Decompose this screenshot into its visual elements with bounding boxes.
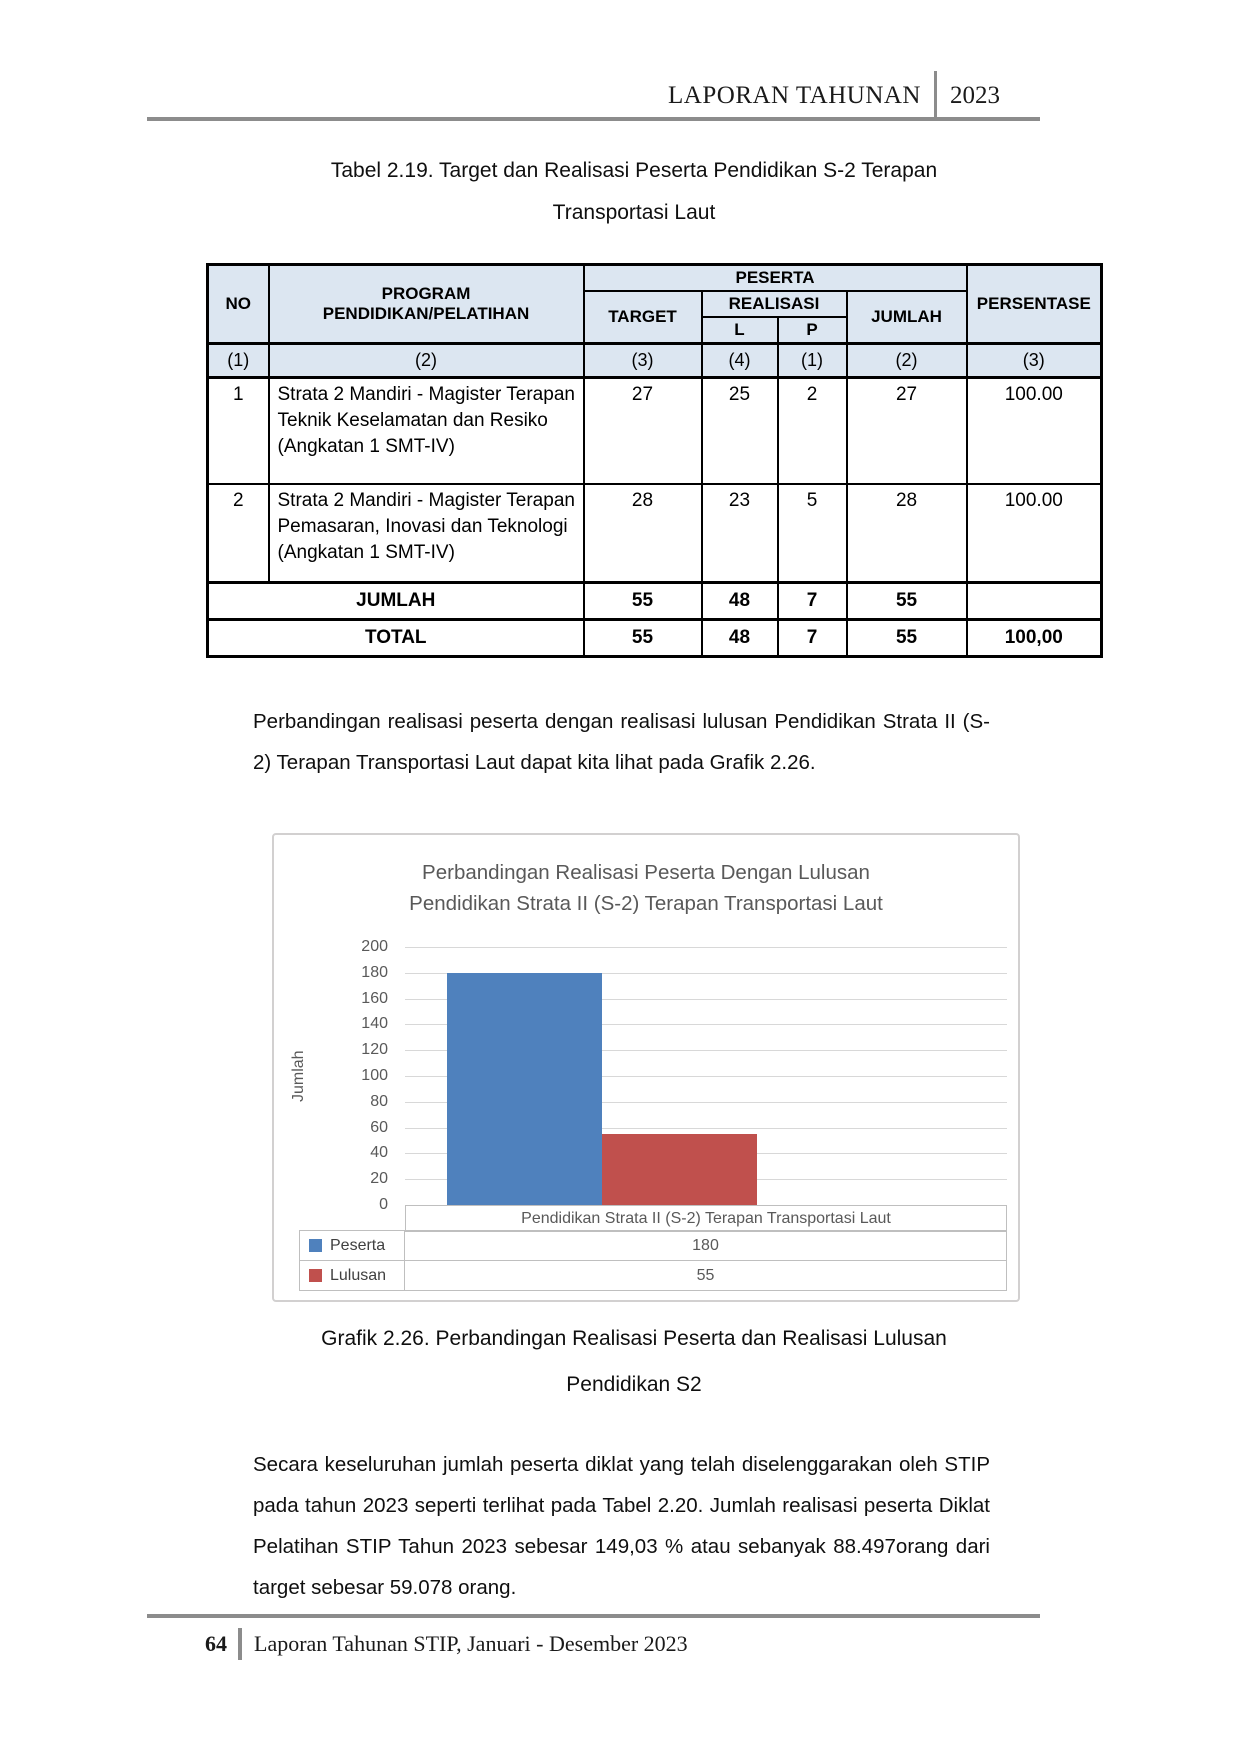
y-axis-tick-label: 120 [361,1041,388,1059]
table-caption-line-2: Transportasi Laut [552,201,716,224]
col-header-l: L [702,317,778,344]
y-axis-tick-label: 200 [361,938,388,955]
legend-cell [299,1260,405,1291]
y-axis-tick-label: 140 [361,1015,388,1033]
cell-l: 23 [702,484,778,583]
legend-cell [299,1230,405,1261]
page-header [147,62,1040,117]
y-axis-tick-label: 160 [361,989,388,1007]
cell-p: 7 [778,620,847,657]
col-header-target: TARGET [584,291,702,344]
cell-target: 27 [584,378,702,484]
cell-l: 48 [702,583,778,620]
column-number: (1) [208,344,269,378]
cell-program: Strata 2 Mandiri - Magister Terapan Pemasaran, Inovasi dan Teknologi (Angkatan 1 SMT-IV) [269,484,584,583]
y-axis-label: Jumlah [290,1050,307,1102]
chart-y-ticks [274,938,394,1213]
column-number: (4) [702,344,778,378]
paragraph-1: Perbandingan realisasi peserta dengan realisasi lulusan Pendidikan Strata II (S-2) Terapan Transportasi Laut dapat kita lihat pada Grafik 2.26. [253,710,990,774]
col-header-no: NO [208,265,269,344]
cell-target: 55 [584,620,702,657]
cell-l: 48 [702,620,778,657]
column-number: (3) [584,344,702,378]
page-footer [205,1624,688,1664]
legend-swatch-peserta [309,1239,322,1252]
cell-jumlah: 28 [847,484,967,583]
footer-text: Laporan Tahunan STIP, Januari - Desember 2023 [254,1631,688,1656]
chart-title [274,857,1018,919]
cell-p: 7 [778,583,847,620]
legend-label: Peserta [330,1236,386,1254]
y-axis-tick-label: 20 [370,1170,388,1188]
cell-jumlah: 55 [847,620,967,657]
header-title: LAPORAN TAHUNAN [668,82,921,109]
chart-caption-line-1: Grafik 2.26. Perbandingan Realisasi Peserta dan Realisasi Lulusan [321,1327,947,1350]
col-header-jumlah: JUMLAH [847,291,967,344]
cell-persentase: 100.00 [967,484,1102,583]
y-axis-tick-label: 80 [370,1092,388,1110]
column-number: (2) [269,344,584,378]
cell-persentase: 100,00 [967,620,1102,657]
summary-label: JUMLAH [208,583,584,620]
table-row [208,378,1102,484]
col-header-peserta: PESERTA [584,265,967,292]
footer-page-number: 64 [205,1631,227,1656]
chart-data-table [299,1231,1007,1291]
chart-title-line-2: Pendidikan Strata II (S-2) Terapan Transportasi Laut [409,892,883,915]
header-rule [147,117,1040,121]
gridline [405,947,1007,948]
column-number: (3) [967,344,1102,378]
cell-persentase: 100.00 [967,378,1102,484]
cell-p: 2 [778,378,847,484]
footer-rule [147,1614,1040,1618]
column-number: (1) [778,344,847,378]
col-header-p: P [778,317,847,344]
category-axis-label: Pendidikan Strata II (S-2) Terapan Transportasi Laut [405,1205,1007,1232]
chart-title-line-1: Perbandingan Realisasi Peserta Dengan Lulusan [422,861,870,884]
data-table-row-peserta [299,1230,1007,1261]
cell-no: 2 [208,484,269,583]
y-axis-tick-label: 100 [361,1067,388,1084]
cell-target: 55 [584,583,702,620]
chart-figure [272,833,1020,1302]
cell-jumlah: 27 [847,378,967,484]
paragraph-2: Secara keseluruhan jumlah peserta diklat yang telah diselenggarakan oleh STIP pada tahun 2023 seperti terlihat pada Tabel 2.20. Jumlah realisasi peserta Diklat Pelatihan STIP Tahun 2023 sebesar 149,03 % atau sebanyak 88.497orang dari target sebesar 59.078 orang. [253,1453,990,1599]
cell-program: Strata 2 Mandiri - Magister Terapan Teknik Keselamatan dan Resiko (Angkatan 1 SMT-IV) [269,378,584,484]
cell-persentase [967,583,1102,620]
data-table-value: 180 [404,1230,1007,1261]
col-header-persentase: PERSENTASE [967,265,1102,344]
cell-jumlah: 55 [847,583,967,620]
column-number-row [208,344,1102,378]
table-row [208,484,1102,583]
bar-peserta [447,973,602,1205]
chart-plot [405,947,1007,1205]
table-caption [206,150,1062,234]
col-header-realisasi: REALISASI [702,291,847,317]
table-caption-line-1: Tabel 2.19. Target dan Realisasi Peserta Pendidikan S-2 Terapan [330,159,938,182]
cell-no: 1 [208,378,269,484]
chart-caption-line-2: Pendidikan S2 [566,1373,702,1396]
y-axis-tick-label: 60 [370,1118,388,1136]
total-row [208,620,1102,657]
cell-p: 5 [778,484,847,583]
cell-target: 28 [584,484,702,583]
chart-caption [206,1316,1062,1408]
participants-table [206,263,1103,658]
data-table-row-lulusan [299,1260,1007,1291]
legend-swatch-lulusan [309,1269,322,1282]
col-header-program [269,265,584,344]
cell-l: 25 [702,378,778,484]
legend-label: Lulusan [330,1266,387,1284]
data-table-value: 55 [404,1260,1007,1291]
y-axis-tick-label: 40 [370,1144,388,1162]
jumlah-row [208,583,1102,620]
col-header-program-label: PROGRAM PENDIDIKAN/PELATIHAN [322,284,530,323]
y-axis-tick-label: 180 [361,963,388,981]
bar-lulusan [602,1134,757,1205]
y-axis-tick-label: 0 [379,1196,388,1213]
column-number: (2) [847,344,967,378]
header-year: 2023 [950,82,1000,109]
summary-label: TOTAL [208,620,584,657]
